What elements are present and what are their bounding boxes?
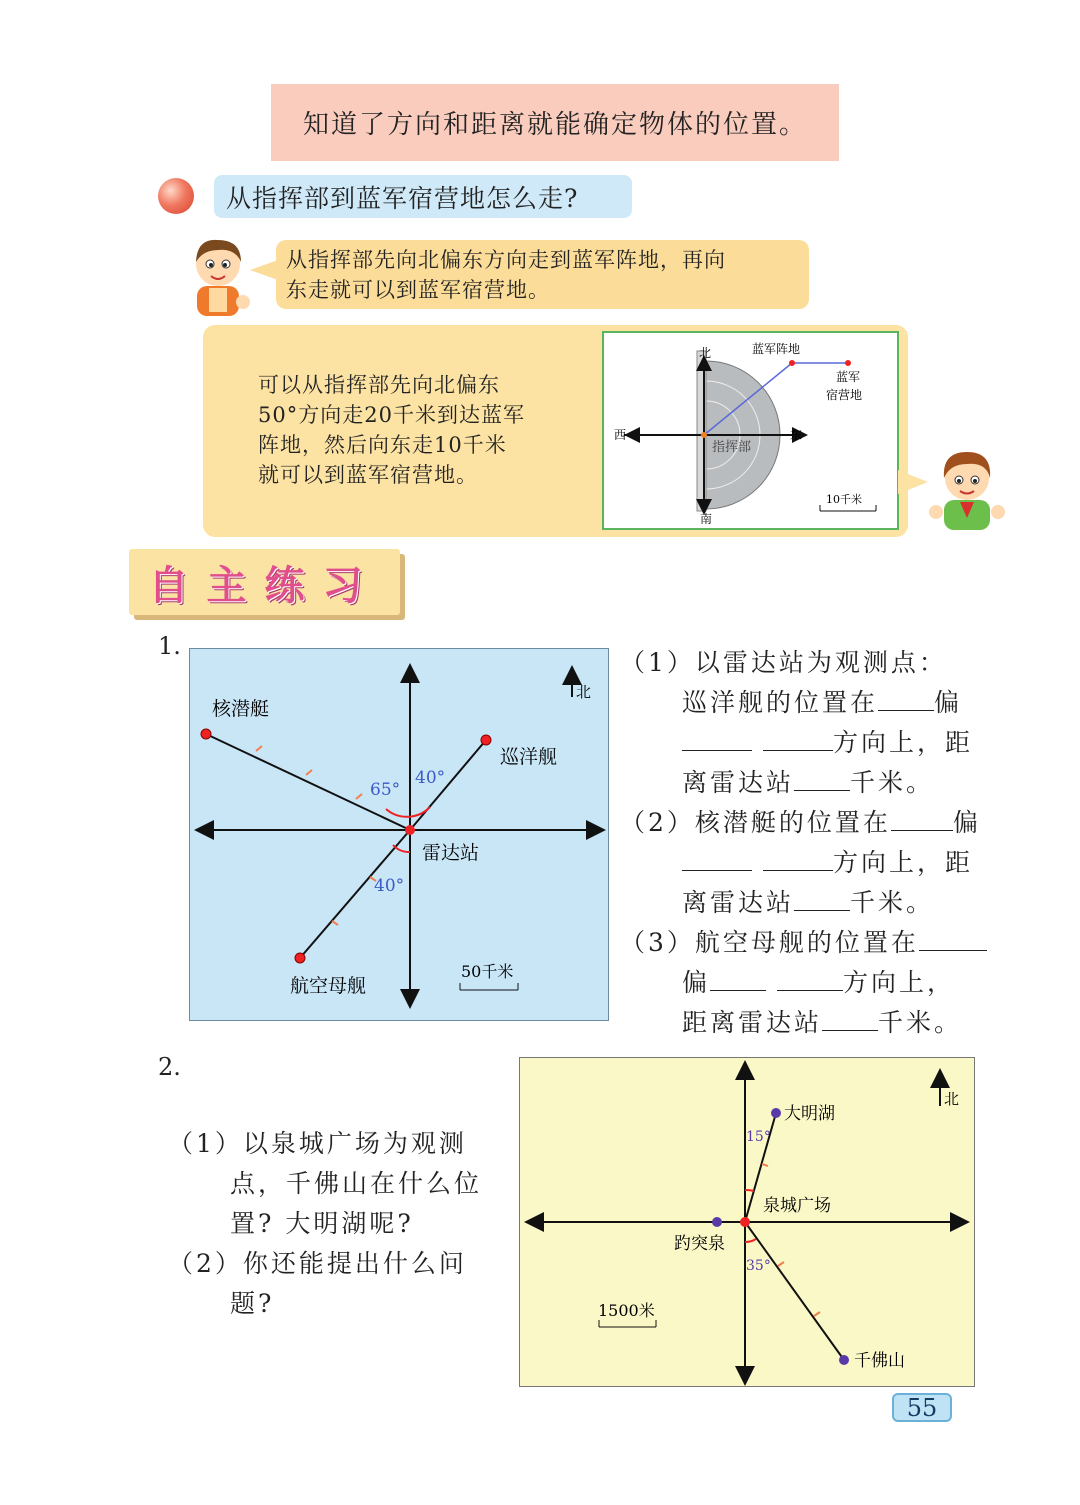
carrier-label: 航空母舰 [290, 975, 367, 997]
q2-blank-2[interactable] [682, 848, 752, 871]
q1-blank-1[interactable] [878, 688, 934, 711]
explanation-line-4: 就可以到蓝军宿营地。 [258, 463, 478, 487]
diagram2-scale-label: 1500米 [598, 1301, 655, 1320]
q1-text-d2: 千米。 [850, 768, 935, 797]
q3-blank-1[interactable] [919, 928, 987, 951]
q3-text-b1: 偏 [682, 968, 711, 997]
q1-line-b [620, 683, 990, 723]
q1-blank-2[interactable] [682, 728, 752, 751]
key-point-banner [271, 84, 839, 161]
boy-speech-bubble [276, 240, 809, 309]
q3-text-c2: 千米。 [878, 1008, 963, 1037]
exercise-1-number: 1. [158, 632, 181, 660]
q2-text-a2: 偏 [952, 808, 981, 837]
map-position-label: 蓝军阵地 [752, 342, 801, 356]
baotu-label: 趵突泉 [674, 1234, 725, 1254]
question-text: 从指挥部到蓝军宿营地怎么走? [226, 183, 579, 213]
q3-line-a [620, 923, 990, 963]
diagram1-north-label: 北 [576, 683, 592, 701]
explanation-text [258, 370, 558, 490]
diagram1-scale-label: 50千米 [461, 962, 514, 981]
q2-text-c2: 千米。 [850, 888, 935, 917]
q3-blank-3[interactable] [777, 968, 843, 991]
exercise-2-number: 2. [158, 1053, 181, 1081]
key-point-text: 知道了方向和距离就能确定物体的位置。 [302, 110, 807, 140]
q3-text-b2: 方向上， [842, 968, 955, 997]
q1-blank-4[interactable] [794, 768, 850, 791]
angle-35-label: 35° [746, 1258, 771, 1274]
explanation-line-2: 50°方向走20千米到达蓝军 [258, 403, 525, 427]
q3-blank-2[interactable] [710, 968, 766, 991]
girl-bubble-tail [898, 470, 928, 494]
q3-text-a: （3）航空母舰的位置在 [620, 928, 919, 957]
cruiser-label: 巡洋舰 [500, 746, 558, 768]
exercise-2-questions [168, 1124, 513, 1324]
exercise-1-questions [620, 643, 990, 1043]
map-hq-label: 指挥部 [712, 440, 752, 455]
angle-65-label: 65° [370, 780, 401, 800]
page-number-text: 55 [906, 1393, 938, 1422]
diagram2-north-label: 北 [944, 1090, 960, 1108]
q2-line-b [620, 843, 990, 883]
q1-text-b1: 巡洋舰的位置在 [682, 688, 879, 717]
explanation-line-3: 阵地，然后向东走10千米 [258, 433, 507, 457]
radar-label: 雷达站 [422, 842, 480, 864]
q1-line-a: （1）以雷达站为观测点： [620, 648, 947, 677]
section-heading-text: 自主练习 [148, 562, 381, 609]
q2-line-c [620, 883, 990, 923]
q2-blank-1[interactable] [891, 808, 953, 831]
ex2-q1-line-2: 点，千佛山在什么位 [230, 1169, 483, 1198]
route-map [602, 331, 899, 530]
q2-blank-4[interactable] [794, 888, 850, 911]
explanation-line-1: 可以从指挥部先向北偏东 [258, 373, 500, 397]
q3-text-c1: 距离雷达站 [682, 1008, 823, 1037]
map-north-label: 北 [699, 346, 712, 360]
map-scale-label: 10千米 [826, 493, 862, 506]
q2-blank-3[interactable] [763, 848, 833, 871]
angle-40-lower-label: 40° [374, 876, 405, 896]
q1-text-c: 方向上，距 [832, 728, 973, 757]
q2-line-a [620, 803, 990, 843]
square-label: 泉城广场 [763, 1196, 831, 1216]
page-number [892, 1393, 952, 1422]
question-box [214, 175, 632, 218]
daming-label: 大明湖 [784, 1104, 835, 1124]
ex2-q2-line-2: 题? [230, 1289, 275, 1318]
ex2-q1-line-1: （1）以泉城广场为观测 [168, 1129, 467, 1158]
q2-text-c1: 离雷达站 [682, 888, 795, 917]
bubble-line-1: 从指挥部先向北偏东方向走到蓝军阵地，再向 [286, 248, 726, 272]
section-heading [129, 549, 400, 615]
q1-line-c [620, 723, 990, 763]
ex2-q1-line-3: 置? 大明湖呢? [230, 1209, 414, 1238]
bubble-line-2: 东走就可以到蓝军宿营地。 [286, 278, 550, 302]
map-east-label: 东 [790, 428, 803, 442]
radar-diagram [189, 648, 609, 1021]
q3-line-c [620, 1003, 990, 1043]
q3-blank-4[interactable] [822, 1008, 878, 1031]
map-south-label: 南 [700, 512, 713, 526]
angle-40-upper-label: 40° [415, 768, 446, 788]
angle-15-label: 15° [746, 1129, 771, 1145]
q2-text-a1: （2）核潜艇的位置在 [620, 808, 891, 837]
q3-line-b [620, 963, 990, 1003]
q1-blank-3[interactable] [763, 728, 833, 751]
ex2-q2-line-1: （2）你还能提出什么问 [168, 1249, 467, 1278]
qianfo-label: 千佛山 [854, 1351, 905, 1371]
map-camp-label-1: 蓝军 [836, 370, 861, 384]
q1-line-d [620, 763, 990, 803]
q1-text-d1: 离雷达站 [682, 768, 795, 797]
q2-text-b: 方向上，距 [832, 848, 973, 877]
girl-character-icon [928, 446, 1006, 530]
map-west-label: 西 [614, 428, 627, 442]
boy-character-icon [183, 234, 255, 316]
map-camp-label-2: 宿营地 [826, 388, 863, 402]
q1-text-b2: 偏 [934, 688, 963, 717]
city-map-diagram [519, 1057, 975, 1387]
submarine-label: 核潜艇 [212, 698, 270, 720]
bullet-ball-icon [158, 178, 194, 214]
